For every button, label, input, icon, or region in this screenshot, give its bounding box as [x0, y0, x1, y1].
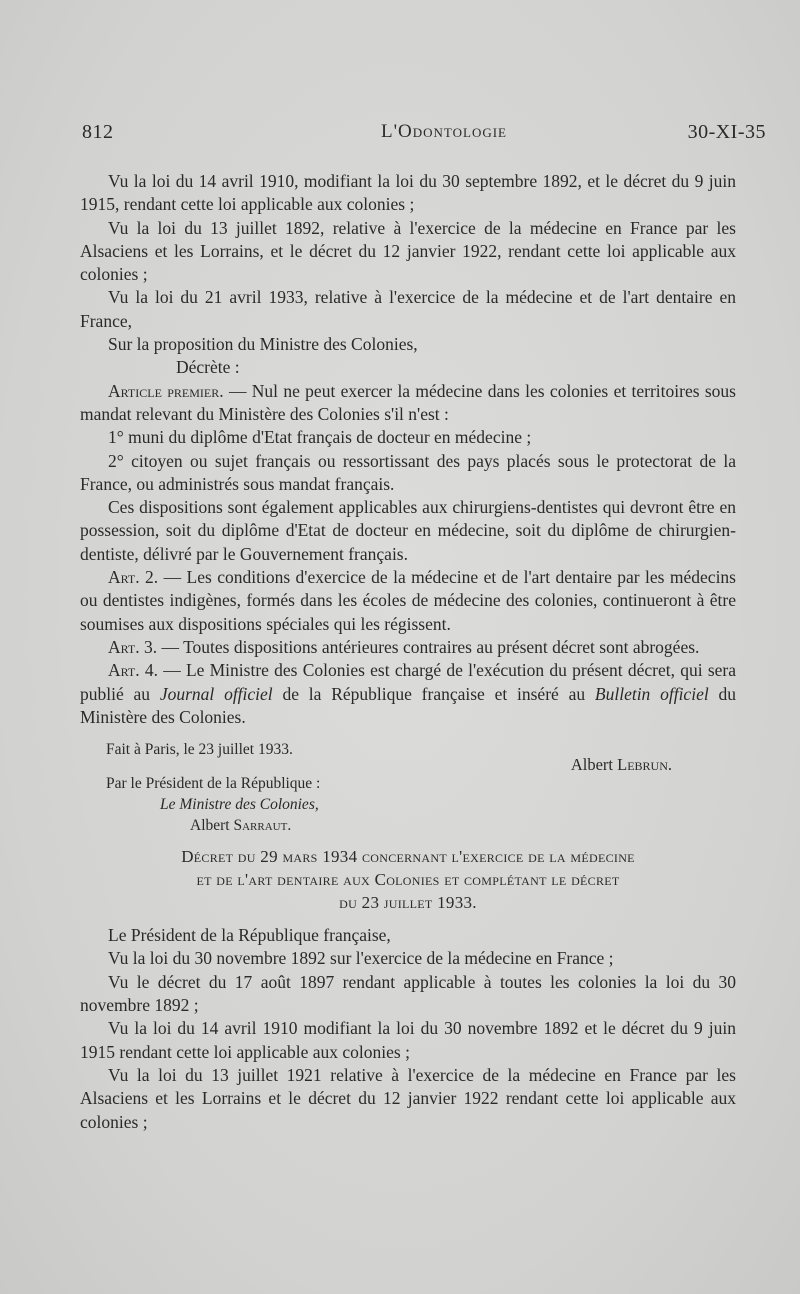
journal-title: L'Odontologie — [381, 121, 507, 142]
article-text: — Toutes dispositions antérieures contraires au présent décret sont abrogées. — [157, 636, 700, 657]
article-2 — [80, 566, 736, 636]
paragraph: Vu la loi du 14 avril 1910, modifiant la loi du 30 septembre 1892, et le décret du 9 juin 1915, rendant cette loi applicable aux colonies ; — [80, 171, 736, 215]
article-1 — [80, 380, 736, 427]
paragraph: Vu la loi du 13 juillet 1921 relative à l'exercice de la médecine en France par les Alsaciens et les Lorrains et le décret du 12 janvier 1922 rendant cette loi applicable aux colonies ; — [80, 1064, 736, 1132]
decrete-heading: Décrète : — [176, 357, 240, 378]
par-le-president: Par le Président de la République : — [106, 775, 321, 793]
article-3 — [80, 636, 736, 659]
signature-block — [80, 739, 736, 835]
article-text: du Ministère des Colonies. — [80, 683, 736, 727]
list-item: 1° muni du diplôme d'Etat français de docteur en médecine ; — [108, 427, 532, 448]
ministre-title: Le Ministre des Colonies, — [160, 796, 319, 814]
paragraph: Vu la loi du 14 avril 1910 modifiant la loi du 30 novembre 1892 et le décret du 9 juin 1915 rendant cette loi applicable aux colonies ; — [80, 1018, 736, 1062]
article-label: Art. 3. — [108, 636, 158, 657]
article-text: — Les conditions d'exercice de la médecine et de l'art dentaire par les médecins ou dentistes indigènes, formés dans les écoles de médecine des colonies, continueront à être soumises aux dispositions spéciales qui les régissent. — [80, 567, 736, 634]
article-text: — Le Ministre des Colonies est chargé de l'exécution du présent décret, qui sera publié au — [80, 660, 736, 704]
bulletin-officiel: Bulletin officiel — [594, 683, 709, 704]
ministre-signature — [190, 815, 291, 836]
issue-date: 30-XI-35 — [687, 121, 766, 143]
paragraph: Vu la loi du 21 avril 1933, relative à l'exercice de la médecine et de l'art dentaire en France, — [80, 287, 736, 331]
journal-officiel: Journal officiel — [159, 683, 273, 704]
body-text — [80, 170, 736, 1134]
decree-title — [80, 845, 736, 914]
article-4 — [80, 659, 736, 729]
list-item: 2° citoyen ou sujet français ou ressortissant des pays placés sous le protectorat de la France, ou administrés sous mandat français. — [80, 450, 736, 494]
paragraph: Vu la loi du 13 juillet 1892, relative à l'exercice de la médecine en France par les Alsaciens et les Lorrains, et le décret du 12 janvier 1922, rendant cette loi applicable aux colonies ; — [80, 217, 736, 285]
page-header — [82, 121, 766, 151]
paragraph: Ces dispositions sont également applicables aux chirurgiens-dentistes qui devront être en possession, soit du diplôme d'Etat de docteur en médecine, soit du diplôme de chirurgien-dentiste, délivré par le Gouvernement français. — [80, 497, 736, 564]
article-text: — Nul ne peut exercer la médecine dans les colonies et territoires sous mandat relevant du Ministère des Colonies s'il n'est : — [80, 380, 736, 424]
decree-title-line: et de l'art dentaire aux Colonies et complétant le décret — [196, 870, 620, 890]
paragraph: Vu le décret du 17 août 1897 rendant applicable à toutes les colonies la loi du 30 novembre 1892 ; — [80, 971, 736, 1016]
article-label: Art. 4. — [108, 660, 158, 681]
decree-title-line: du 23 juillet 1933. — [339, 893, 477, 913]
paragraph: Le Président de la République française, — [108, 925, 391, 946]
signature-last-name: Lebrun. — [617, 755, 672, 775]
signature-first-name: Albert — [190, 817, 234, 835]
article-label: Art. 2. — [108, 567, 159, 588]
paragraph: Vu la loi du 30 novembre 1892 sur l'exercice de la médecine en France ; — [108, 948, 614, 969]
article-label: Article premier. — [108, 380, 224, 401]
article-text: de la République française et inséré au — [272, 683, 595, 704]
decree-title-line: Décret du 29 mars 1934 concernant l'exercice de la médecine — [181, 847, 635, 867]
signature-last-name: Sarraut. — [233, 817, 292, 835]
page-number: 812 — [82, 121, 114, 143]
place-date: Fait à Paris, le 23 juillet 1933. — [106, 741, 293, 759]
signature-first-name: Albert — [570, 755, 618, 775]
president-signature — [571, 754, 672, 775]
paragraph: Sur la proposition du Ministre des Colonies, — [108, 334, 418, 355]
